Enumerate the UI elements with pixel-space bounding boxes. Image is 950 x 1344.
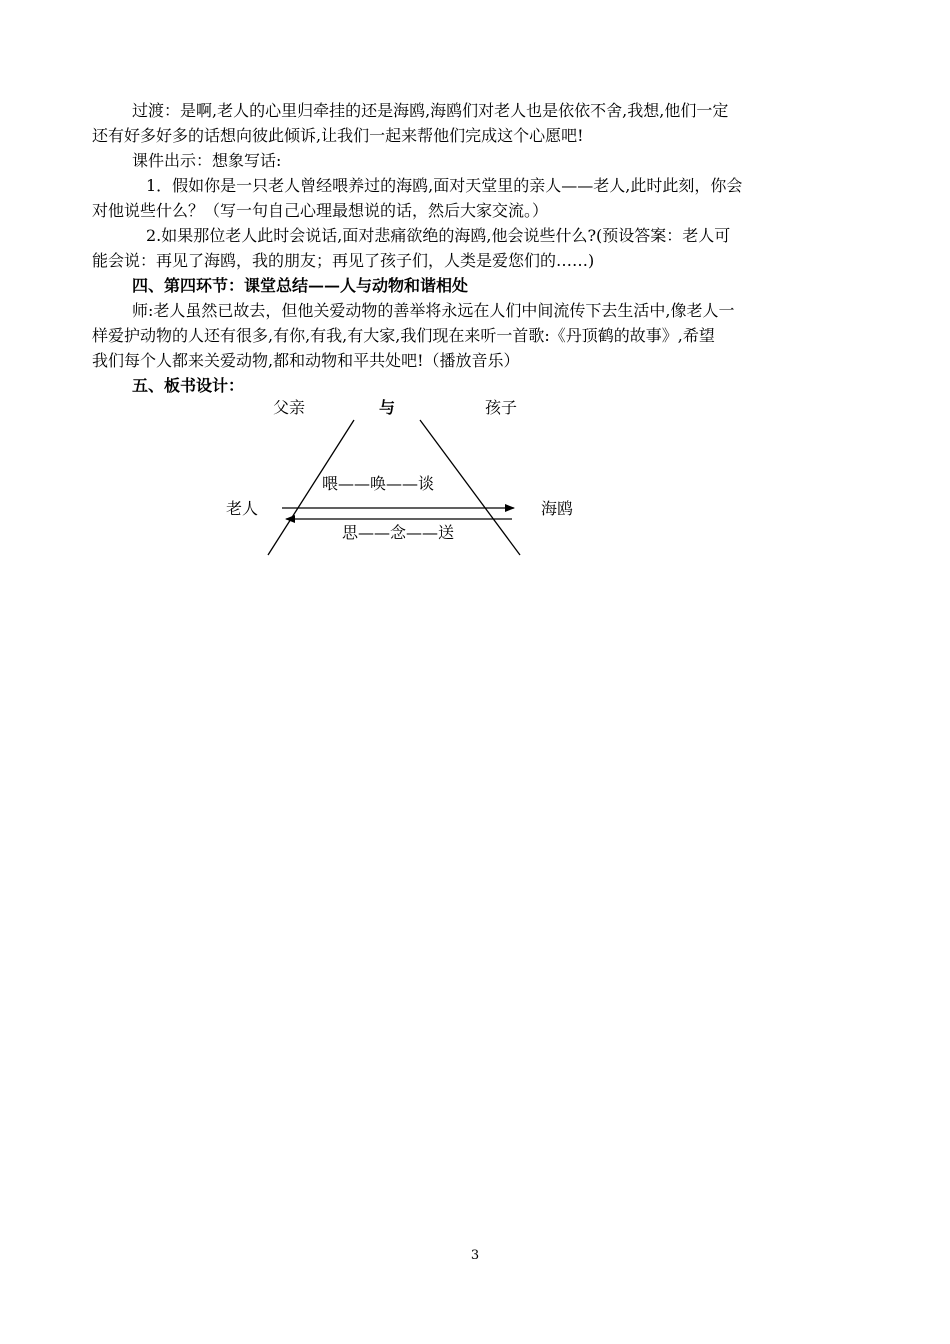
board-child: 孩子 (485, 398, 518, 417)
prompt-1-line-1: 1．假如你是一只老人曾经喂养过的海鸥,面对天堂里的亲人——老人,此时此刻，你会 (146, 176, 743, 195)
board-with: 与 (379, 398, 396, 417)
teacher-line-2: 样爱护动物的人还有很多,有你,有我,有大家,我们现在来听一首歌:《丹顶鹤的故事》,希望 (92, 326, 715, 345)
section-5-heading: 五、板书设计： (132, 376, 245, 395)
board-row-top: 喂——唤——谈 (322, 474, 435, 493)
prompt-2-line-2: 能会说：再见了海鸥，我的朋友；再见了孩子们，人类是爱您们的……) (92, 251, 595, 270)
board-father: 父亲 (273, 398, 306, 417)
board-row-bottom: 思——念——送 (342, 523, 455, 542)
teacher-line-1: 师:老人虽然已故去，但他关爱动物的善举将永远在人们中间流传下去生活中,像老人一 (132, 301, 735, 320)
courseware-line: 课件出示：想象写话: (132, 151, 282, 170)
board-seagull: 海鸥 (541, 499, 574, 518)
prompt-1-line-2: 对他说些什么？（写一句自己心理最想说的话，然后大家交流。） (92, 201, 549, 220)
prompt-2-line-1: 2.如果那位老人此时会说话,面对悲痛欲绝的海鸥,他会说些什么?(预设答案：老人可 (146, 226, 731, 245)
board-old-man: 老人 (226, 499, 259, 518)
section-4-heading: 四、第四环节：课堂总结——人与动物和谐相处 (132, 276, 469, 295)
teacher-line-3: 我们每个人都来关爱动物,都和动物和平共处吧!（播放音乐） (92, 351, 520, 370)
page-number: 3 (470, 1248, 480, 1263)
transition-line-1: 过渡：是啊,老人的心里归牵挂的还是海鸥,海鸥们对老人也是依依不舍,我想,他们一定 (132, 101, 729, 120)
transition-line-2: 还有好多好多的话想向彼此倾诉,让我们一起来帮他们完成这个心愿吧! (92, 126, 584, 145)
